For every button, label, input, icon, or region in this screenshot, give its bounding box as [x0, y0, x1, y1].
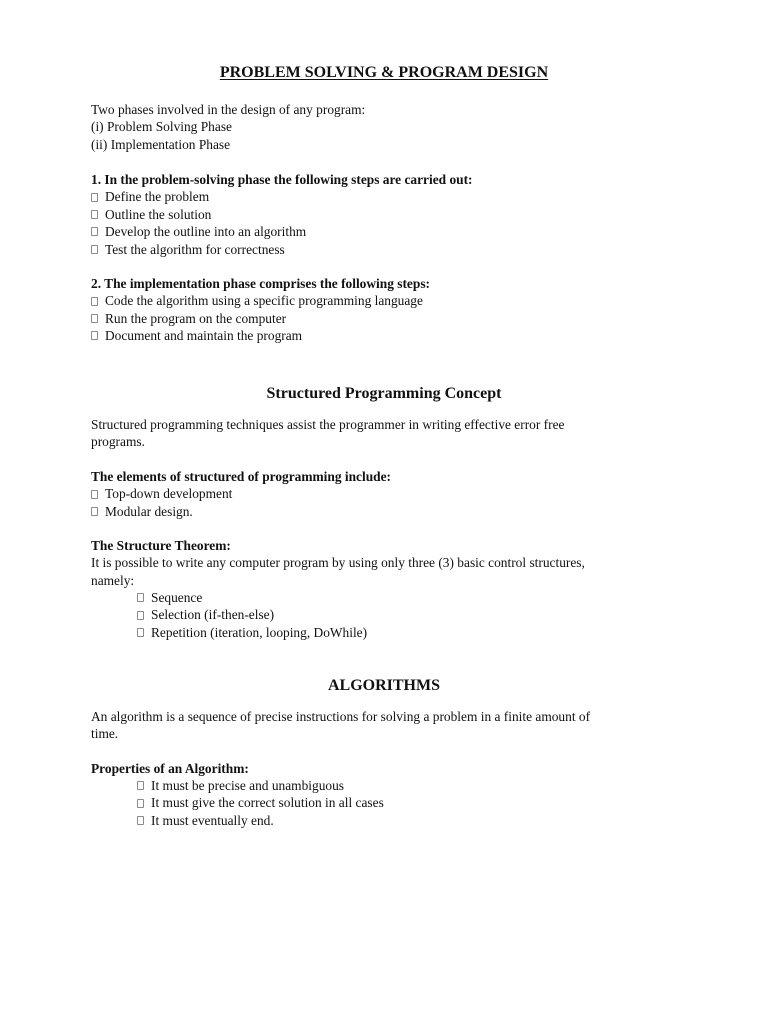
- list-item-text: Run the program on the computer: [105, 310, 287, 326]
- list-item: [137, 812, 737, 829]
- list-item: [91, 292, 691, 309]
- bullet-box-icon: [137, 781, 144, 790]
- algorithms-heading: ALGORITHMS: [327, 677, 440, 694]
- list-item: [91, 503, 691, 520]
- structures-list: [137, 589, 737, 641]
- bullet-box-icon: [91, 297, 98, 306]
- list-item-text: It must eventually end.: [151, 812, 274, 828]
- list-item-text: Repetition (iteration, looping, DoWhile): [151, 624, 368, 640]
- list-item: [137, 589, 737, 606]
- bullet-box-icon: [137, 611, 144, 620]
- implementation-section: [91, 275, 691, 345]
- list-item: [137, 777, 737, 794]
- properties-section: [91, 760, 691, 777]
- bullet-box-icon: [91, 507, 98, 516]
- list-item-text: Outline the solution: [105, 206, 212, 222]
- list-item: [91, 206, 691, 223]
- bullet-box-icon: [91, 245, 98, 254]
- list-item-text: Modular design.: [105, 503, 193, 519]
- list-item-text: Code the algorithm using a specific programming language: [105, 293, 423, 309]
- list-item-text: Test the algorithm for correctness: [105, 241, 285, 257]
- algorithm-definition: [91, 708, 691, 743]
- list-item: [137, 606, 737, 623]
- bullet-box-icon: [91, 490, 98, 499]
- bullet-box-icon: [137, 799, 144, 808]
- definition-line: An algorithm is a sequence of precise instructions for solving a problem in a finite amount of: [91, 709, 591, 724]
- bullet-box-icon: [91, 331, 98, 340]
- list-item-text: Develop the outline into an algorithm: [105, 224, 307, 240]
- list-item: [91, 223, 691, 240]
- properties-list: [137, 777, 737, 829]
- phase-item: (i) Problem Solving Phase: [91, 119, 232, 135]
- list-item: [91, 310, 691, 327]
- structured-heading: Structured Programming Concept: [266, 385, 502, 402]
- list-item-text: It must be precise and unambiguous: [151, 778, 345, 793]
- list-item: [91, 485, 691, 502]
- intro-section: [91, 101, 691, 153]
- properties-heading: Properties of an Algorithm:: [91, 761, 249, 776]
- problem-solving-heading: 1. In the problem-solving phase the following steps are carried out:: [91, 172, 473, 187]
- theorem-heading: The Structure Theorem:: [91, 538, 231, 553]
- theorem-section: [91, 537, 691, 589]
- list-item: [137, 794, 737, 811]
- list-item: [91, 241, 691, 258]
- bullet-box-icon: [91, 210, 98, 219]
- list-item: [91, 327, 691, 344]
- elements-heading: The elements of structured of programming include:: [91, 469, 392, 484]
- bullet-box-icon: [91, 193, 98, 202]
- bullet-box-icon: [91, 227, 98, 236]
- bullet-box-icon: [137, 593, 144, 602]
- list-item: [137, 624, 737, 641]
- list-item-text: It must give the correct solution in all cases: [151, 795, 384, 811]
- phase-item: (ii) Implementation Phase: [91, 136, 231, 152]
- list-item-text: Selection (if-then-else): [151, 607, 275, 623]
- elements-section: [91, 468, 691, 520]
- intro-lead: Two phases involved in the design of any program:: [91, 102, 366, 117]
- list-item-text: Sequence: [151, 590, 203, 605]
- theorem-text: namely:: [91, 572, 135, 588]
- theorem-text: It is possible to write any computer program by using only three (3) basic control structures,: [91, 555, 585, 571]
- structured-para-line: programs.: [91, 434, 145, 450]
- page-title: PROBLEM SOLVING & PROGRAM DESIGN: [219, 64, 549, 81]
- problem-solving-section: [91, 171, 691, 258]
- bullet-box-icon: [91, 314, 98, 323]
- structured-paragraph: [91, 416, 691, 451]
- implementation-heading: 2. The implementation phase comprises the following steps:: [91, 276, 430, 291]
- list-item-text: Define the problem: [105, 189, 210, 205]
- structured-para-line: Structured programming techniques assist the programmer in writing effective error free: [91, 417, 565, 432]
- bullet-box-icon: [137, 816, 144, 825]
- list-item-text: Document and maintain the program: [105, 328, 303, 344]
- definition-line: time.: [91, 726, 119, 742]
- list-item: [91, 188, 691, 205]
- bullet-box-icon: [137, 628, 144, 637]
- list-item-text: Top-down development: [105, 486, 233, 502]
